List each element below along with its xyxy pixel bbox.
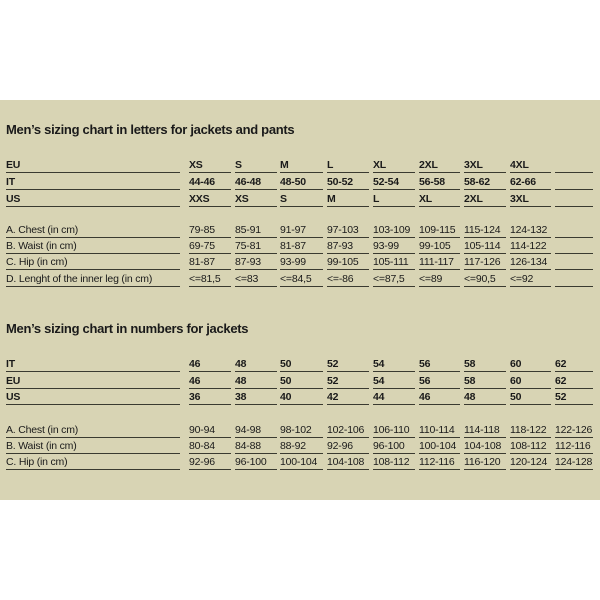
table-cell (555, 192, 593, 207)
table-cell: 36 (189, 390, 231, 405)
table-cell (555, 158, 593, 173)
table-cell: 40 (280, 390, 323, 405)
table-cell: 96-100 (373, 439, 415, 454)
table1-row (0, 174, 600, 190)
table-cell: <=81,5 (189, 272, 231, 287)
table-cell (555, 272, 593, 287)
table2-row (0, 438, 600, 454)
table-cell: 54 (373, 374, 415, 389)
table-cell: <=90,5 (464, 272, 506, 287)
table1-row (0, 254, 600, 270)
table-cell: 90-94 (189, 423, 231, 438)
table-cell: 42 (327, 390, 369, 405)
row-label: B. Waist (in cm) (6, 439, 180, 454)
table-cell: 48-50 (280, 175, 323, 190)
table-cell (555, 223, 593, 238)
table-cell: 104-108 (464, 439, 506, 454)
table-cell (555, 255, 593, 270)
table-cell: 50-52 (327, 175, 369, 190)
table-cell: XL (373, 158, 415, 173)
table-cell: 2XL (464, 192, 506, 207)
table-cell: 120-124 (510, 455, 551, 470)
table-cell: <=-86 (327, 272, 369, 287)
table1-row (0, 157, 600, 173)
table-cell: 114-118 (464, 423, 506, 438)
row-label: D. Lenght of the inner leg (in cm) (6, 272, 180, 287)
table-cell: 58-62 (464, 175, 506, 190)
table-cell: XS (189, 158, 231, 173)
table1-row (0, 271, 600, 287)
table1-row (0, 238, 600, 254)
table-cell: L (373, 192, 415, 207)
table1-row (0, 191, 600, 207)
table-cell: 85-91 (235, 223, 277, 238)
table2-row (0, 389, 600, 405)
table-cell: 46-48 (235, 175, 277, 190)
table-cell: 52-54 (373, 175, 415, 190)
table-cell: M (280, 158, 323, 173)
table-cell: 56 (419, 357, 460, 372)
table-cell: 38 (235, 390, 277, 405)
table-cell: 58 (464, 357, 506, 372)
table-cell: XXS (189, 192, 231, 207)
table-cell: 96-100 (235, 455, 277, 470)
row-label: C. Hip (in cm) (6, 455, 180, 470)
table-cell: <=92 (510, 272, 551, 287)
table-cell: 52 (327, 357, 369, 372)
table-cell: 98-102 (280, 423, 323, 438)
table-cell: 46 (189, 374, 231, 389)
row-label: EU (6, 374, 180, 389)
table-cell: 60 (510, 374, 551, 389)
table-cell: 81-87 (280, 239, 323, 254)
table-cell: 100-104 (419, 439, 460, 454)
table-cell: 46 (189, 357, 231, 372)
table-cell: 81-87 (189, 255, 231, 270)
table-cell: 93-99 (373, 239, 415, 254)
table-cell: 97-103 (327, 223, 369, 238)
table-cell: 69-75 (189, 239, 231, 254)
table-cell: 103-109 (373, 223, 415, 238)
table-cell: S (280, 192, 323, 207)
table-cell: 48 (235, 374, 277, 389)
row-label: IT (6, 357, 180, 372)
row-label: B. Waist (in cm) (6, 239, 180, 254)
table-cell: 94-98 (235, 423, 277, 438)
table-cell: 3XL (464, 158, 506, 173)
table-cell: 105-114 (464, 239, 506, 254)
row-label: US (6, 192, 180, 207)
table-cell: 124-132 (510, 223, 551, 238)
table-cell: 117-126 (464, 255, 506, 270)
table-cell: 62-66 (510, 175, 551, 190)
table-cell: 88-92 (280, 439, 323, 454)
table2-row (0, 373, 600, 389)
table-cell: 114-122 (510, 239, 551, 254)
table-cell: 106-110 (373, 423, 415, 438)
table2-row (0, 422, 600, 438)
table-cell: 109-115 (419, 223, 460, 238)
table2-title: Men’s sizing chart in numbers for jackets (6, 321, 249, 336)
table-cell: 44 (373, 390, 415, 405)
table-cell: 48 (464, 390, 506, 405)
table-cell: 62 (555, 357, 593, 372)
table-cell: M (327, 192, 369, 207)
table-cell: 111-117 (419, 255, 460, 270)
table-cell: 99-105 (419, 239, 460, 254)
table-cell: 102-106 (327, 423, 369, 438)
table-cell: 112-116 (555, 439, 593, 454)
table-cell: 108-112 (373, 455, 415, 470)
table-cell: 4XL (510, 158, 551, 173)
size-chart-panel (0, 100, 600, 500)
table-cell: 116-120 (464, 455, 506, 470)
table-cell: 92-96 (189, 455, 231, 470)
table-cell: 50 (510, 390, 551, 405)
table-cell: 52 (327, 374, 369, 389)
table-cell: 50 (280, 357, 323, 372)
table-cell: 56 (419, 374, 460, 389)
table-cell: 60 (510, 357, 551, 372)
table-cell: 92-96 (327, 439, 369, 454)
table-cell: 105-111 (373, 255, 415, 270)
table-cell: XS (235, 192, 277, 207)
table-cell: 124-128 (555, 456, 593, 468)
table-cell: 54 (373, 357, 415, 372)
table-cell: 75-81 (235, 239, 277, 254)
table-cell: 46 (419, 390, 460, 405)
table-cell: 108-112 (510, 439, 551, 454)
table-cell: 110-114 (419, 423, 460, 438)
table-cell: <=87,5 (373, 272, 415, 287)
table2-row (0, 356, 600, 372)
table-cell: 122-126 (555, 424, 593, 436)
table-cell: 87-93 (327, 239, 369, 254)
row-label: US (6, 390, 180, 405)
table-cell: 2XL (419, 158, 460, 173)
table-cell: 104-108 (327, 455, 369, 470)
table2-row (0, 454, 600, 470)
row-label: IT (6, 175, 180, 190)
table-cell: XL (419, 192, 460, 207)
table-cell (555, 175, 593, 190)
table-cell: 93-99 (280, 255, 323, 270)
table-cell: 118-122 (510, 423, 551, 438)
row-label: A. Chest (in cm) (6, 423, 180, 438)
table-cell: L (327, 158, 369, 173)
table1-row (0, 222, 600, 238)
table-cell: 84-88 (235, 439, 277, 454)
table-cell: 115-124 (464, 223, 506, 238)
size-tables (0, 100, 600, 500)
row-label: EU (6, 158, 180, 173)
table-cell: 56-58 (419, 175, 460, 190)
table-cell (555, 239, 593, 254)
table-cell: 100-104 (280, 455, 323, 470)
table-cell: 112-116 (419, 455, 460, 470)
table-cell: 58 (464, 374, 506, 389)
table1-title: Men’s sizing chart in letters for jackets and pants (6, 122, 295, 137)
table-cell: 99-105 (327, 255, 369, 270)
table-cell: 52 (555, 390, 593, 405)
table-cell: 62 (555, 374, 593, 389)
table-cell: 44-46 (189, 175, 231, 190)
table-cell: <=89 (419, 272, 460, 287)
row-label: A. Chest (in cm) (6, 223, 180, 238)
table-cell: 48 (235, 357, 277, 372)
table-cell: S (235, 158, 277, 173)
table-cell: 3XL (510, 192, 551, 207)
table-cell: 91-97 (280, 223, 323, 238)
table-cell: 80-84 (189, 439, 231, 454)
table-cell: <=83 (235, 272, 277, 287)
table-cell: 87-93 (235, 255, 277, 270)
table-cell: 50 (280, 374, 323, 389)
table-cell: 79-85 (189, 223, 231, 238)
row-label: C. Hip (in cm) (6, 255, 180, 270)
table-cell: <=84,5 (280, 272, 323, 287)
table-cell: 126-134 (510, 255, 551, 270)
